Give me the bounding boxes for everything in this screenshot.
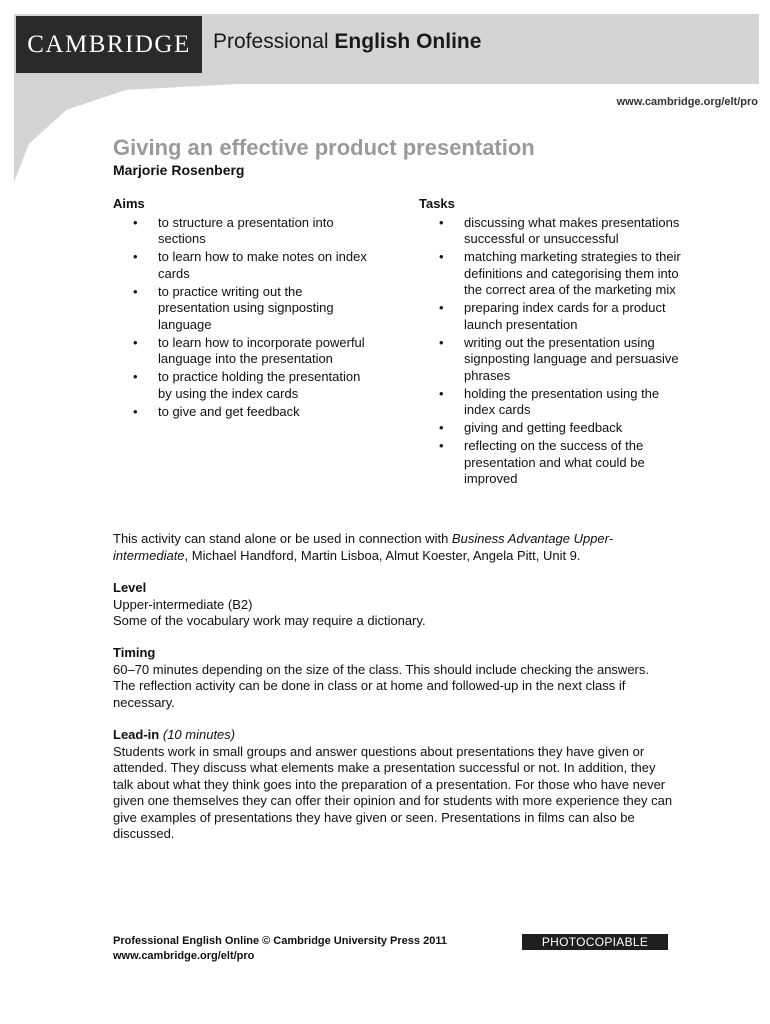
level-heading: Level [113, 580, 147, 595]
list-item: • matching marketing strategies to their definitions and categorising them into the correct area of the marketing mix [439, 249, 681, 297]
bullet-icon: • [439, 300, 444, 315]
header-title [213, 30, 481, 54]
list-item: • preparing index cards for a product launch presentation [439, 300, 666, 332]
leadin-heading: Lead-in [113, 727, 160, 742]
bullet-icon: • [439, 334, 444, 350]
bullet-icon: • [439, 249, 444, 264]
bullet-icon: • [439, 420, 444, 435]
leadin-text: Students work in small groups and answer questions about presentations they have given or attended. They discuss what elements make a presentation successful or not. In addition, they talk about what they think goes into the preparation of a presentation. For those who have never given one themselves they can offer their opinion and for students with more experience they can give examples of presentations they have given or seen. Presentations in films can also be discussed. [113, 743, 673, 841]
list-item: • holding the presentation using the index cards [439, 385, 660, 417]
intro-paragraph: This activity can stand alone or be used in connection with Business Advantage Upper-intermediate, Michael Handford, Martin Lisboa, Almut Koester, Angela Pitt, Unit 9. [113, 531, 614, 563]
cambridge-logo [16, 16, 202, 73]
bullet-icon: • [133, 369, 138, 384]
timing-text: 60–70 minutes depending on the size of the class. This should include checking the answers. The reflection activity can be done in class or at home and followed-up in the next class if necessary. [113, 661, 649, 710]
bullet-icon: • [439, 385, 444, 401]
list-item: • to practice writing out the presentation using signposting language [133, 283, 334, 332]
list-item: • to practice holding the presentation by using the index cards [133, 369, 361, 401]
author-name: Marjorie Rosenberg [113, 162, 245, 178]
timing-heading: Timing [113, 645, 156, 660]
footer-url[interactable]: www.cambridge.org/elt/pro [113, 950, 255, 962]
list-item: • to give and get feedback [133, 403, 300, 419]
list-item: • to structure a presentation into sections [133, 214, 334, 246]
page-title: Giving an effective product presentation [113, 135, 535, 160]
list-item: • giving and getting feedback [439, 420, 623, 435]
site-url[interactable]: www.cambridge.org/elt/pro [616, 96, 758, 108]
bullet-icon: • [439, 214, 444, 230]
bullet-icon: • [439, 438, 444, 453]
aims-section [113, 196, 373, 422]
footer-copyright: Professional English Online © Cambridge University Press 2011 [113, 935, 447, 947]
footer [113, 934, 447, 964]
header-title-regular: Professional [213, 30, 335, 53]
bullet-icon: • [133, 249, 138, 264]
aims-heading: Aims [113, 196, 145, 211]
level-section [113, 580, 673, 630]
tasks-section [419, 196, 689, 489]
level-note: Some of the vocabulary work may require a dictionary. [113, 613, 426, 628]
timing-section [113, 645, 673, 711]
bullet-icon: • [133, 403, 138, 419]
list-item: • to learn how to incorporate powerful language into the presentation [133, 334, 365, 366]
bullet-icon: • [133, 283, 138, 299]
aims-list [113, 215, 373, 421]
bullet-icon: • [133, 334, 138, 350]
tasks-list [419, 215, 689, 488]
header-title-bold: English Online [334, 30, 482, 53]
photocopiable-badge: PHOTOCOPIABLE [522, 934, 668, 950]
book-title: Business Advantage Upper-intermediate [113, 531, 614, 563]
tasks-heading: Tasks [419, 196, 455, 211]
list-item: • to learn how to make notes on index cards [133, 249, 367, 281]
bullet-icon: • [133, 214, 138, 230]
leadin-section [113, 727, 673, 843]
list-item: • reflecting on the success of the presentation and what could be improved [439, 438, 645, 486]
list-item: • writing out the presentation using signposting language and persuasive phrases [439, 334, 679, 383]
leadin-duration: (10 minutes) [162, 727, 236, 742]
logo-text: CAMBRIDGE [27, 30, 191, 58]
list-item: • discussing what makes presentations successful or unsuccessful [439, 214, 680, 246]
level-value: Upper-intermediate (B2) [113, 596, 253, 612]
